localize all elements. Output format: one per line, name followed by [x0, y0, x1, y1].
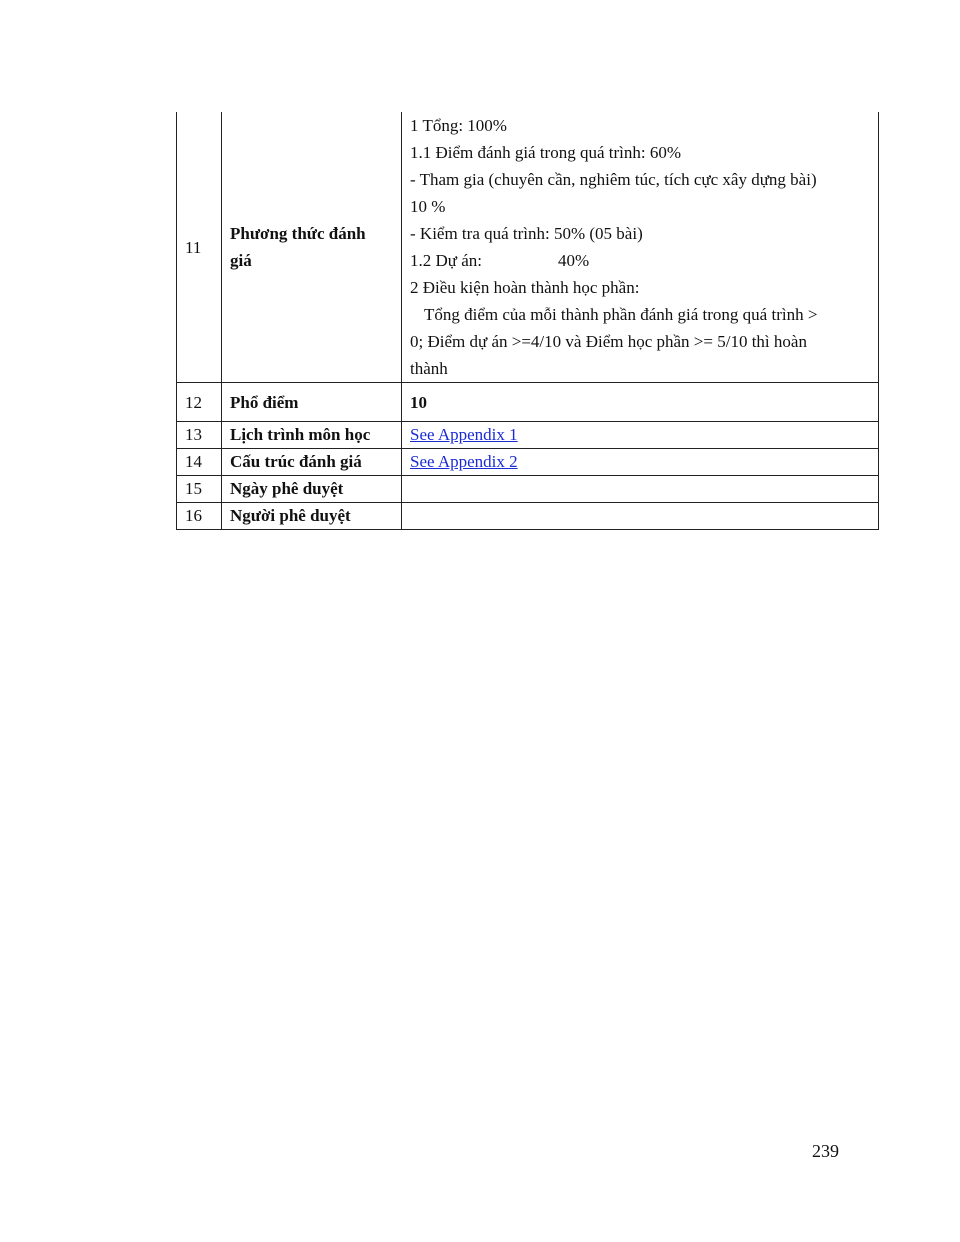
syllabus-table	[176, 112, 879, 530]
content-line: 2 Điều kiện hoàn thành học phần:	[410, 278, 640, 297]
content-line: 1.1 Điểm đánh giá trong quá trình: 60%	[410, 143, 682, 162]
row-label-line: Phương thức đánh	[230, 224, 366, 243]
row-label: Phổ điểm	[222, 383, 402, 422]
content-line: - Tham gia (chuyên cần, nghiêm túc, tích cực xây dựng bài)	[410, 170, 817, 189]
row-label	[222, 112, 402, 383]
row-number: 14	[177, 449, 222, 476]
row-number: 13	[177, 422, 222, 449]
content-line: thành	[410, 359, 448, 378]
table-row	[177, 112, 879, 383]
table-row	[177, 422, 879, 449]
table-row	[177, 503, 879, 530]
appendix-1-link[interactable]: See Appendix 1	[410, 425, 518, 444]
content-line: 0; Điểm dự án >=4/10 và Điểm học phần >= 5/10 thì hoàn	[410, 332, 807, 351]
row-label-line: giá	[230, 251, 252, 270]
row-number: 12	[177, 383, 222, 422]
table-row	[177, 476, 879, 503]
row-number: 16	[177, 503, 222, 530]
content-line	[410, 247, 870, 274]
row-label: Người phê duyệt	[222, 503, 402, 530]
row-label: Lịch trình môn học	[222, 422, 402, 449]
assessment-method-content	[402, 112, 879, 383]
page-number: 239	[812, 1141, 839, 1161]
row-value	[402, 449, 879, 476]
grade-scale-value: 10	[402, 383, 879, 422]
row-number: 11	[177, 112, 222, 383]
table-row	[177, 449, 879, 476]
row-value	[402, 422, 879, 449]
project-percent: 40%	[558, 251, 590, 270]
approver-value	[402, 503, 879, 530]
approval-date-value	[402, 476, 879, 503]
content-line: 10 %	[410, 197, 446, 216]
project-label: 1.2 Dự án:	[410, 251, 483, 270]
row-label: Cấu trúc đánh giá	[222, 449, 402, 476]
table-row	[177, 383, 879, 422]
appendix-2-link[interactable]: See Appendix 2	[410, 452, 518, 471]
row-number: 15	[177, 476, 222, 503]
row-label: Ngày phê duyệt	[222, 476, 402, 503]
content-line: Tổng điểm của mỗi thành phần đánh giá trong quá trình >	[424, 305, 818, 324]
content-line: - Kiểm tra quá trình: 50% (05 bài)	[410, 224, 643, 243]
content-line: 1 Tổng: 100%	[410, 116, 507, 135]
